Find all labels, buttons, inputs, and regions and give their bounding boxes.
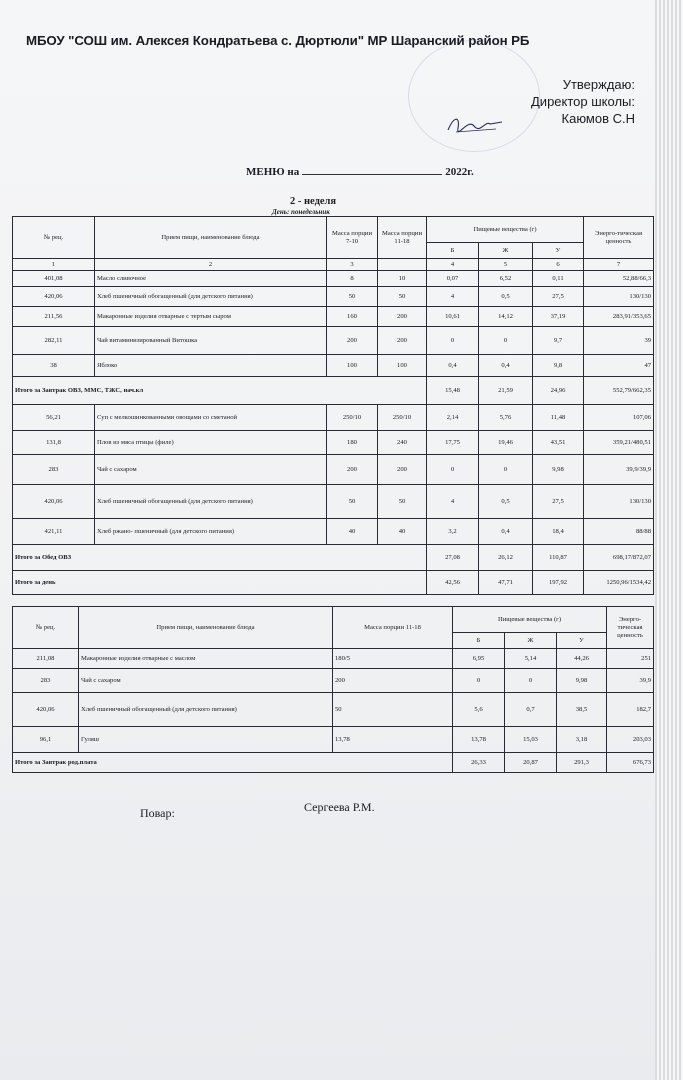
total-lunch-label: Итого за Обед ОВЗ <box>13 545 427 571</box>
table-row <box>13 455 654 485</box>
mass-7-10: 180 <box>327 431 378 455</box>
protein: 26,33 <box>453 753 505 773</box>
dish-name: Макаронные изделия отварные с маслом <box>79 649 333 669</box>
school-name: МБОУ "СОШ им. Алексея Кондратьева с. Дюртюли" МР Шаранский район РБ <box>26 33 530 48</box>
protein: 0 <box>427 455 479 485</box>
rec-number: 283 <box>13 669 79 693</box>
protein: 42,56 <box>427 571 479 595</box>
header-b: Б <box>453 633 505 649</box>
mass-11-18: 200 <box>378 307 427 327</box>
dish-name: Масло сливочное <box>95 271 327 287</box>
fat: 20,87 <box>505 753 557 773</box>
protein: 0,4 <box>427 355 479 377</box>
mass-7-10: 200 <box>327 327 378 355</box>
carbs: 18,4 <box>533 519 584 545</box>
header-rec: № рец. <box>13 607 79 649</box>
cook-name: Сергеева Р.М. <box>304 800 375 814</box>
header-mass-11-18: Масса порции 11-18 <box>333 607 453 649</box>
protein: 27,08 <box>427 545 479 571</box>
rec-number: 96,1 <box>13 727 79 753</box>
fat: 0,5 <box>479 485 533 519</box>
fat: 47,71 <box>479 571 533 595</box>
energy: 47 <box>584 355 654 377</box>
energy: 698,17/872,07 <box>584 545 654 571</box>
energy: 39,9 <box>607 669 654 693</box>
energy: 359,21/480,51 <box>584 431 654 455</box>
mass-11-18: 250/10 <box>378 405 427 431</box>
dish-name: Чай с сахаром <box>95 455 327 485</box>
approval-line-2: Директор школы: <box>531 94 635 109</box>
total-row <box>13 377 654 405</box>
menu-date-line <box>246 166 474 178</box>
mass-11-18: 10 <box>378 271 427 287</box>
rec-number: 283 <box>13 455 95 485</box>
colnum: 4 <box>427 259 479 271</box>
table-row <box>13 649 654 669</box>
mass-11-18: 200 <box>378 327 427 355</box>
energy: 182,7 <box>607 693 654 727</box>
table-row <box>13 287 654 307</box>
fat: 0 <box>479 327 533 355</box>
fat: 0,4 <box>479 519 533 545</box>
rec-number: 56,21 <box>13 405 95 431</box>
energy: 88/88 <box>584 519 654 545</box>
rec-number: 401,08 <box>13 271 95 287</box>
protein: 4 <box>427 485 479 519</box>
energy: 39,9/39,9 <box>584 455 654 485</box>
cook-label: Повар: <box>140 806 175 820</box>
fat: 6,52 <box>479 271 533 287</box>
paper-stack-edge <box>655 0 683 1080</box>
mass-11-18: 180/5 <box>333 649 453 669</box>
mass-7-10: 50 <box>327 287 378 307</box>
dish-name: Хлеб ржано- пшеничный (для детского питания) <box>95 519 327 545</box>
fat: 0,7 <box>505 693 557 727</box>
protein: 0,07 <box>427 271 479 287</box>
mass-7-10: 160 <box>327 307 378 327</box>
dish-name: Гуляш <box>79 727 333 753</box>
table-row <box>13 669 654 693</box>
fat: 0 <box>479 455 533 485</box>
dish-name: Хлеб пшеничный обогащенный (для детского питания) <box>95 485 327 519</box>
rec-number: 211,56 <box>13 307 95 327</box>
header-zh: Ж <box>479 243 533 259</box>
mass-7-10: 40 <box>327 519 378 545</box>
carbs: 27,5 <box>533 287 584 307</box>
dish-name: Суп с мелкошинкованными овощами со сметаной <box>95 405 327 431</box>
dish-name: Чай витаминизированный Витошка <box>95 327 327 355</box>
total-row <box>13 571 654 595</box>
table-row <box>13 431 654 455</box>
energy: 52,88/66,3 <box>584 271 654 287</box>
rec-number: 211,08 <box>13 649 79 669</box>
protein: 0 <box>427 327 479 355</box>
rec-number: 38 <box>13 355 95 377</box>
protein: 15,48 <box>427 377 479 405</box>
total-row <box>13 753 654 773</box>
mass-11-18: 50 <box>333 693 453 727</box>
colnum: 5 <box>479 259 533 271</box>
fat: 0,5 <box>479 287 533 307</box>
energy: 39 <box>584 327 654 355</box>
carbs: 11,48 <box>533 405 584 431</box>
colnum <box>378 259 427 271</box>
menu-label: МЕНЮ на <box>246 166 300 178</box>
colnum: 6 <box>533 259 584 271</box>
colnum: 1 <box>13 259 95 271</box>
fat: 15,03 <box>505 727 557 753</box>
table-row <box>13 355 654 377</box>
approval-line-3: Каюмов С.Н <box>561 111 635 126</box>
protein: 2,14 <box>427 405 479 431</box>
total-row <box>13 545 654 571</box>
carbs: 110,87 <box>533 545 584 571</box>
carbs: 9,98 <box>557 669 607 693</box>
header-dish: Прием пищи, наименование блюда <box>95 217 327 259</box>
fat: 14,12 <box>479 307 533 327</box>
energy: 130/130 <box>584 287 654 307</box>
fat: 0,4 <box>479 355 533 377</box>
dish-name: Хлеб пшеничный обогащенный (для детского питания) <box>79 693 333 727</box>
carbs: 38,5 <box>557 693 607 727</box>
carbs: 37,19 <box>533 307 584 327</box>
week-title: 2 - неделя <box>290 196 337 207</box>
rec-number: 420,06 <box>13 693 79 727</box>
energy: 552,79/662,35 <box>584 377 654 405</box>
fat: 19,46 <box>479 431 533 455</box>
table-row <box>13 519 654 545</box>
fat: 21,59 <box>479 377 533 405</box>
mass-7-10: 100 <box>327 355 378 377</box>
table-row <box>13 485 654 519</box>
mass-11-18: 100 <box>378 355 427 377</box>
protein: 10,61 <box>427 307 479 327</box>
energy: 676,73 <box>607 753 654 773</box>
colnum: 7 <box>584 259 654 271</box>
carbs: 27,5 <box>533 485 584 519</box>
protein: 6,95 <box>453 649 505 669</box>
rec-number: 282,11 <box>13 327 95 355</box>
energy: 130/130 <box>584 485 654 519</box>
mass-7-10: 8 <box>327 271 378 287</box>
header-energy: Энерго-тическая ценность <box>607 607 654 649</box>
protein: 5,6 <box>453 693 505 727</box>
approval-block <box>531 76 635 127</box>
carbs: 291,3 <box>557 753 607 773</box>
energy: 107,06 <box>584 405 654 431</box>
mass-11-18: 200 <box>333 669 453 693</box>
menu-table-paid <box>12 606 654 773</box>
mass-7-10: 50 <box>327 485 378 519</box>
fat: 0 <box>505 669 557 693</box>
date-blank <box>302 174 442 175</box>
dish-name: Чай с сахаром <box>79 669 333 693</box>
dish-name: Хлеб пшеничный обогащенный (для детского питания) <box>95 287 327 307</box>
energy: 203,03 <box>607 727 654 753</box>
mass-11-18: 50 <box>378 485 427 519</box>
fat: 26,12 <box>479 545 533 571</box>
header-dish: Прием пищи, наименование блюда <box>79 607 333 649</box>
dish-name: Макаронные изделия отварные с тертым сыром <box>95 307 327 327</box>
mass-11-18: 200 <box>378 455 427 485</box>
table-row <box>13 727 654 753</box>
dish-name: Плов из мяса птицы (филе) <box>95 431 327 455</box>
header-mass-7-10: Масса порции 7-10 <box>327 217 378 259</box>
fat: 5,76 <box>479 405 533 431</box>
fat: 5,14 <box>505 649 557 669</box>
carbs: 9,98 <box>533 455 584 485</box>
rec-number: 131,8 <box>13 431 95 455</box>
header-u: У <box>533 243 584 259</box>
colnum: 2 <box>95 259 327 271</box>
day-title: День: понедельник <box>272 208 330 216</box>
table-row <box>13 405 654 431</box>
menu-year: 2022г. <box>445 166 474 178</box>
header-nutrients: Пищевые вещества (г) <box>453 607 607 633</box>
table-row <box>13 327 654 355</box>
energy: 251 <box>607 649 654 669</box>
mass-11-18: 40 <box>378 519 427 545</box>
energy: 283,91/353,65 <box>584 307 654 327</box>
mass-7-10: 250/10 <box>327 405 378 431</box>
menu-table-main <box>12 216 654 595</box>
mass-7-10: 200 <box>327 455 378 485</box>
header-energy: Энерго-тическая ценность <box>584 217 654 259</box>
protein: 0 <box>453 669 505 693</box>
mass-11-18: 50 <box>378 287 427 307</box>
protein: 13,78 <box>453 727 505 753</box>
header-zh: Ж <box>505 633 557 649</box>
carbs: 24,96 <box>533 377 584 405</box>
header-b: Б <box>427 243 479 259</box>
energy: 1250,96/1534,42 <box>584 571 654 595</box>
carbs: 9,7 <box>533 327 584 355</box>
dish-name: Яблоко <box>95 355 327 377</box>
protein: 17,75 <box>427 431 479 455</box>
table-row <box>13 271 654 287</box>
protein: 3,2 <box>427 519 479 545</box>
carbs: 3,18 <box>557 727 607 753</box>
carbs: 197,92 <box>533 571 584 595</box>
total-breakfast-label: Итого за Завтрак ОВЗ, ММС, ТЖС, нач.кл <box>13 377 427 405</box>
table-row <box>13 693 654 727</box>
total-paid-label: Итого за Завтрак род.плата <box>13 753 453 773</box>
mass-11-18: 13,78 <box>333 727 453 753</box>
header-u: У <box>557 633 607 649</box>
carbs: 9,8 <box>533 355 584 377</box>
rec-number: 421,11 <box>13 519 95 545</box>
director-signature <box>446 112 506 136</box>
rec-number: 420,06 <box>13 287 95 307</box>
protein: 4 <box>427 287 479 307</box>
approval-line-1: Утверждаю: <box>562 77 635 92</box>
carbs: 0,11 <box>533 271 584 287</box>
header-mass-11-18: Масса порции 11-18 <box>378 217 427 259</box>
total-day-label: Итого за день <box>13 571 427 595</box>
rec-number: 420,06 <box>13 485 95 519</box>
carbs: 43,51 <box>533 431 584 455</box>
colnum: 3 <box>327 259 378 271</box>
carbs: 44,26 <box>557 649 607 669</box>
header-rec: № рец. <box>13 217 95 259</box>
mass-11-18: 240 <box>378 431 427 455</box>
header-nutrients: Пищевые вещества (г) <box>427 217 584 243</box>
table-row <box>13 307 654 327</box>
